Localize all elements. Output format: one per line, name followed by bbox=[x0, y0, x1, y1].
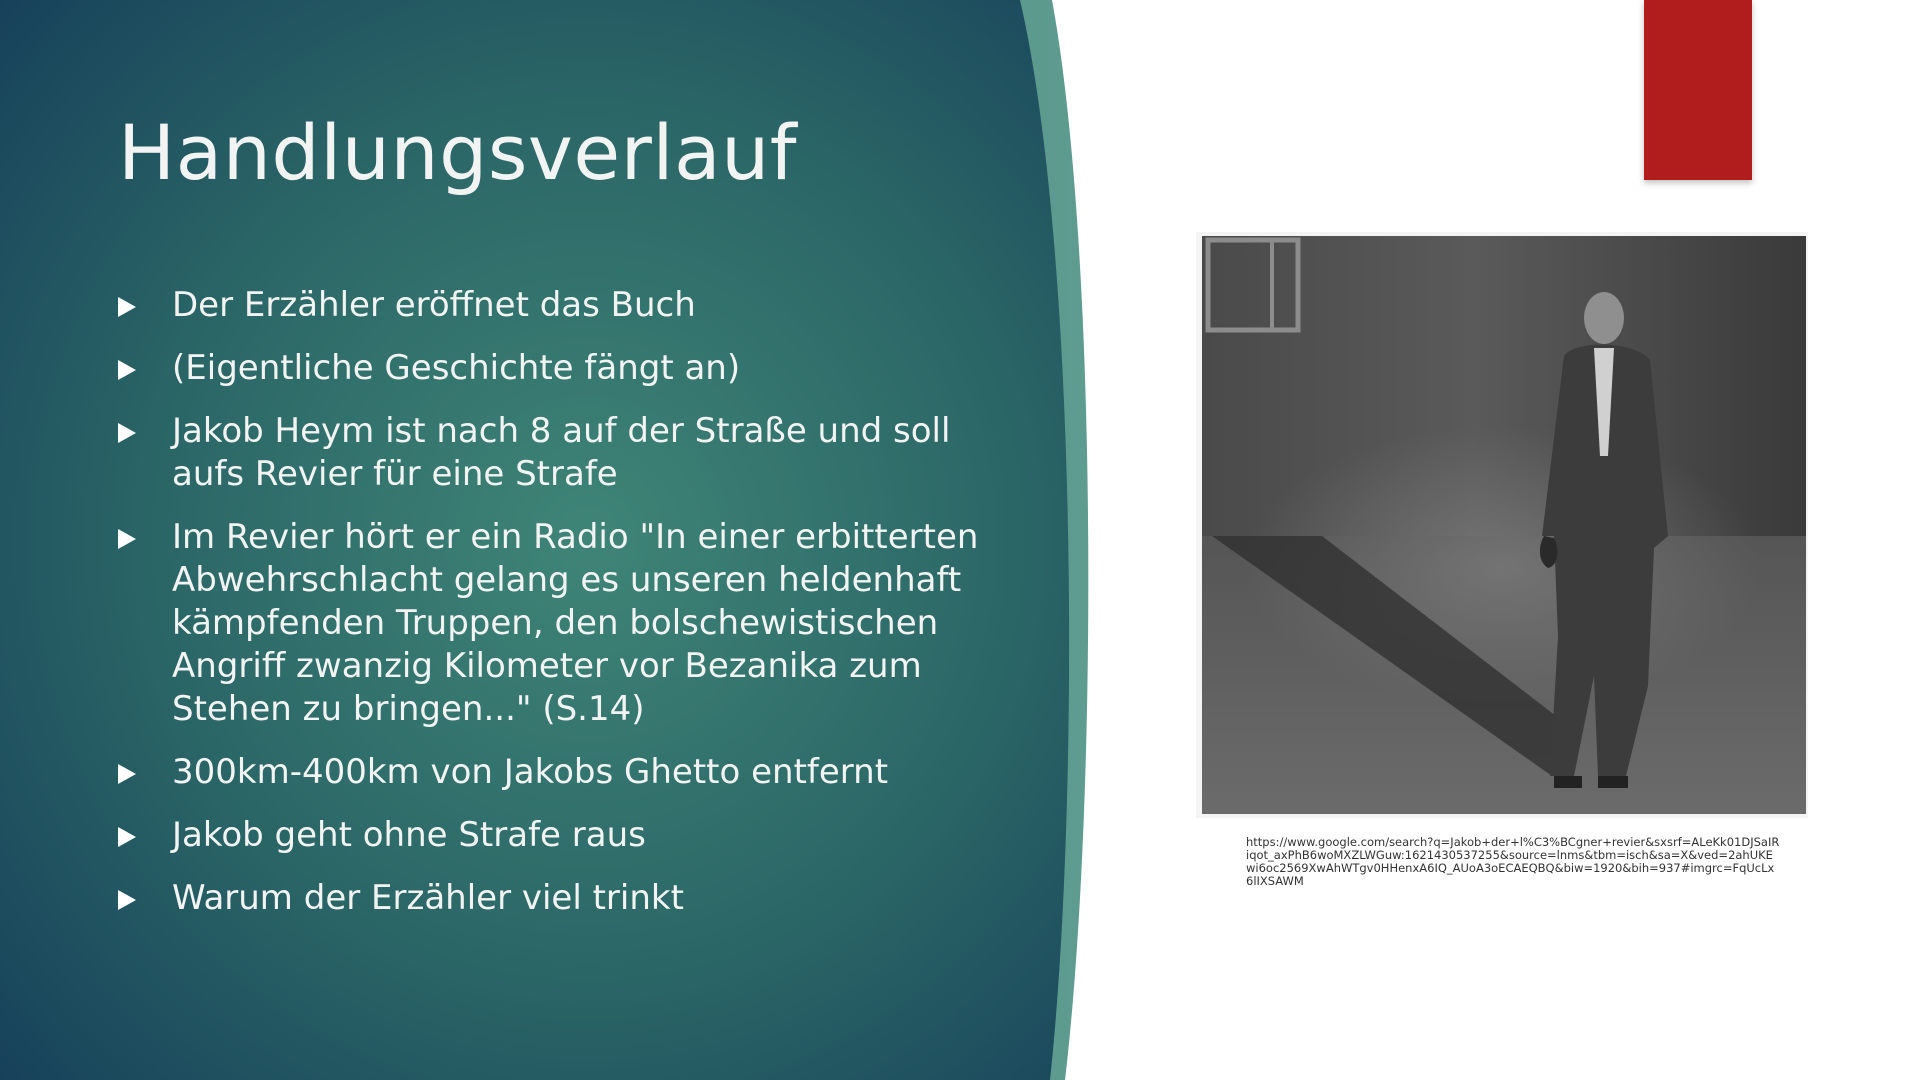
bullet-item bbox=[118, 516, 998, 731]
bullet-text: Der Erzähler eröffnet das Buch bbox=[172, 285, 696, 325]
triangle-bullet-icon bbox=[118, 764, 136, 784]
slide-title: Handlungsverlauf bbox=[118, 108, 798, 197]
black-white-photo-man-standing bbox=[1202, 236, 1806, 814]
bullet-item bbox=[118, 751, 998, 794]
bullet-list bbox=[118, 284, 998, 940]
bullet-text: Jakob Heym ist nach 8 auf der Straße und soll aufs Revier für eine Strafe bbox=[172, 411, 951, 494]
triangle-bullet-icon bbox=[118, 827, 136, 847]
bullet-text: Im Revier hört er ein Radio "In einer erbitterten Abwehrschlacht gelang es unseren heldenhaft kämpfenden Truppen, den bolschewistischen Angriff zwanzig Kilometer vor Bezanika zum Stehen zu bringen..." (S.14) bbox=[172, 517, 979, 729]
bullet-item bbox=[118, 410, 998, 496]
bullet-item bbox=[118, 347, 998, 390]
bullet-item bbox=[118, 814, 998, 857]
image-source-url: https://www.google.com/search?q=Jakob+der+l%C3%BCgner+revier&sxsrf=ALeKk01DJSaIRiqot_axPhB6woMXZLWGuw:1621430537255&source=lnms&tbm=isch&sa=X&ved=2ahUKEwi6oc2569XwAhWTgv0HHenxA6IQ_AUoA3oECAEQBQ&biw=1920&bih=937#imgrc=FqUcLx6lIXSAWM bbox=[1246, 835, 1780, 888]
triangle-bullet-icon bbox=[118, 423, 136, 443]
red-accent-bar bbox=[1644, 0, 1752, 180]
bullet-item bbox=[118, 877, 998, 920]
bullet-text: Jakob geht ohne Strafe raus bbox=[172, 815, 646, 855]
triangle-bullet-icon bbox=[118, 297, 136, 317]
triangle-bullet-icon bbox=[118, 890, 136, 910]
bullet-text: 300km-400km von Jakobs Ghetto entfernt bbox=[172, 752, 889, 792]
triangle-bullet-icon bbox=[118, 529, 136, 549]
bullet-text: (Eigentliche Geschichte fängt an) bbox=[172, 348, 741, 388]
triangle-bullet-icon bbox=[118, 360, 136, 380]
bullet-text: Warum der Erzähler viel trinkt bbox=[172, 878, 684, 918]
bullet-item bbox=[118, 284, 998, 327]
